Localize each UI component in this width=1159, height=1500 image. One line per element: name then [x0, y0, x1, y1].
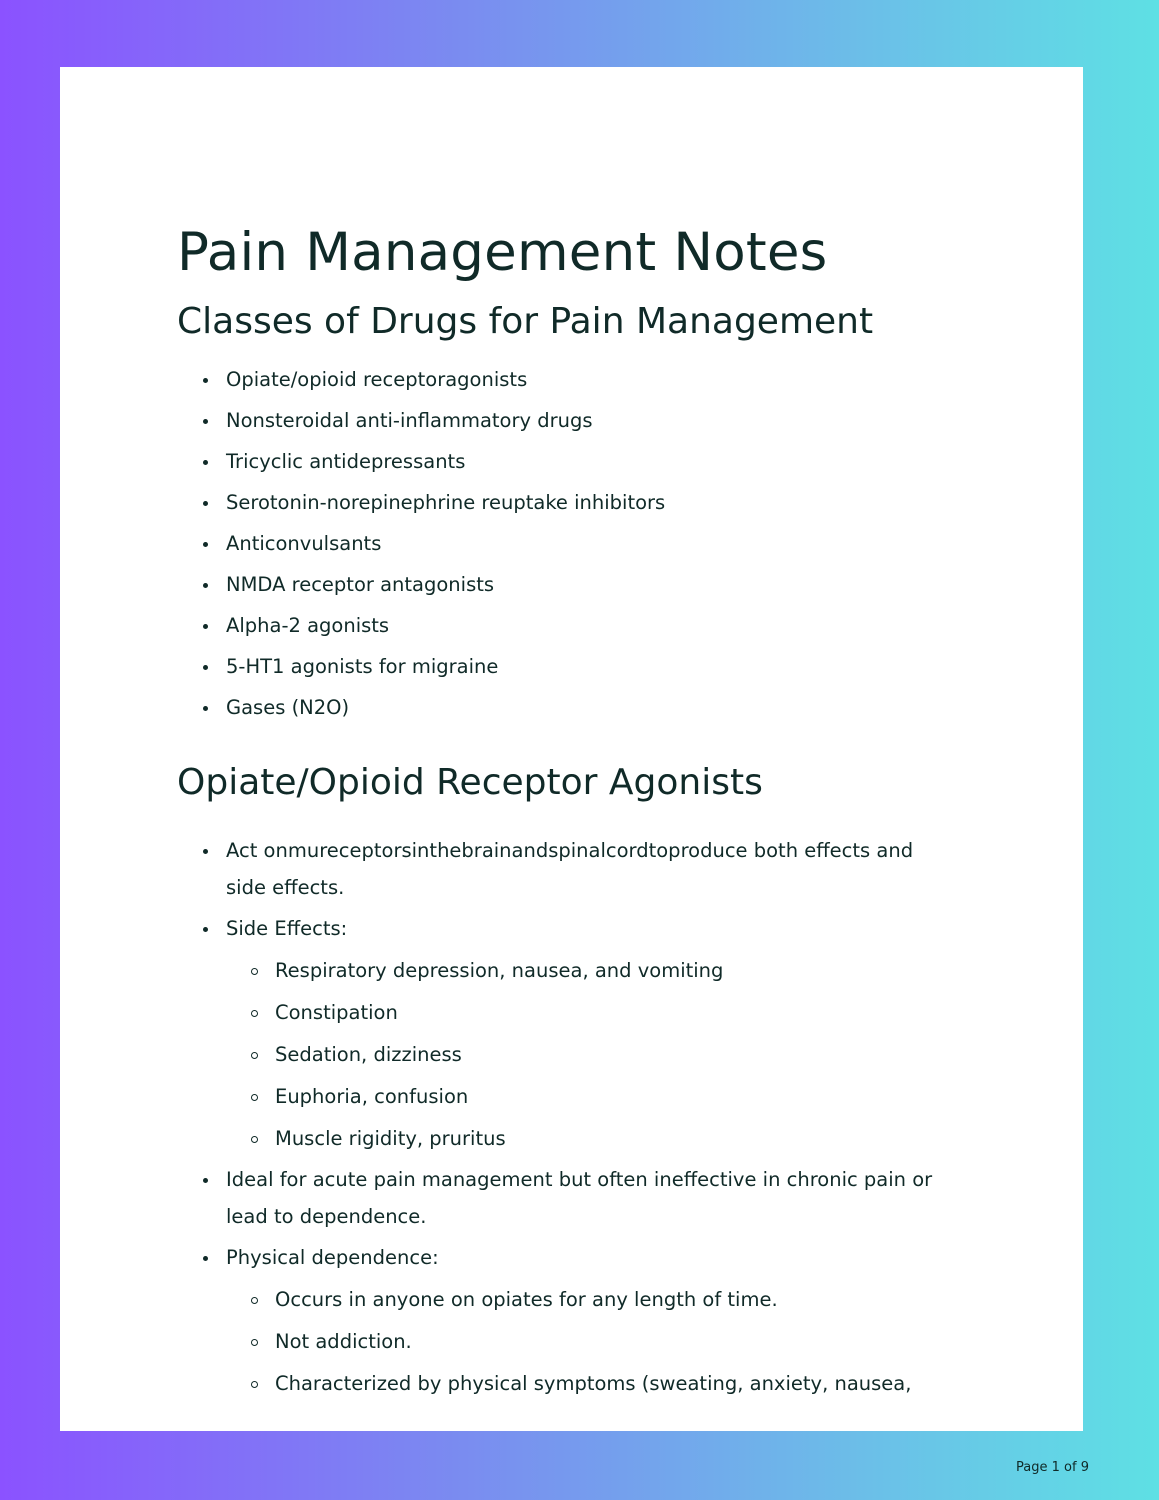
list-item: Gases (N2O) — [203, 689, 937, 726]
sublist-item: Sedation, dizziness — [249, 1036, 937, 1073]
section-heading-drug-classes: Classes of Drugs for Pain Management — [177, 301, 874, 342]
list-item-text: Side Effects: — [226, 917, 348, 940]
list-item-text: Ideal for acute pain management but often ineffective in chronic pain or lead to dependence. — [226, 1168, 933, 1228]
list-item: Anticonvulsants — [203, 525, 937, 562]
sublist-item: Characterized by physical symptoms (sweating, anxiety, nausea, — [249, 1365, 937, 1402]
list-item — [203, 910, 937, 1157]
list-item-text: Physical dependence: — [226, 1246, 439, 1269]
sublist-item: Muscle rigidity, pruritus — [249, 1120, 937, 1157]
list-item-text: Act onmureceptorsinthebrainandspinalcordtoproduce both effects and side effects. — [226, 839, 914, 899]
document-content — [177, 219, 937, 1402]
list-item: Tricyclic antidepressants — [203, 443, 937, 480]
physical-dependence-sublist — [249, 1281, 937, 1402]
sublist-item: Euphoria, confusion — [249, 1078, 937, 1115]
drug-classes-list — [203, 361, 937, 726]
sublist-item: Occurs in anyone on opiates for any length of time. — [249, 1281, 937, 1318]
list-item: NMDA receptor antagonists — [203, 566, 937, 603]
page-title: Pain Management Notes — [177, 222, 828, 283]
list-item: Nonsteroidal anti-inflammatory drugs — [203, 402, 937, 439]
list-item — [203, 1161, 937, 1235]
document-page — [60, 67, 1083, 1431]
side-effects-sublist — [249, 952, 937, 1157]
page-number: Page 1 of 9 — [1016, 1460, 1089, 1475]
list-item — [203, 832, 937, 906]
section-heading-opioid-agonists: Opiate/Opioid Receptor Agonists — [177, 762, 763, 803]
sublist-item: Not addiction. — [249, 1323, 937, 1360]
list-item: Serotonin-norepinephrine reuptake inhibitors — [203, 484, 937, 521]
sublist-item: Respiratory depression, nausea, and vomiting — [249, 952, 937, 989]
list-item: Opiate/opioid receptoragonists — [203, 361, 937, 398]
list-item: 5-HT1 agonists for migraine — [203, 648, 937, 685]
list-item: Alpha-2 agonists — [203, 607, 937, 644]
sublist-item: Constipation — [249, 994, 937, 1031]
list-item — [203, 1239, 937, 1402]
opioid-agonists-list — [203, 832, 937, 1402]
